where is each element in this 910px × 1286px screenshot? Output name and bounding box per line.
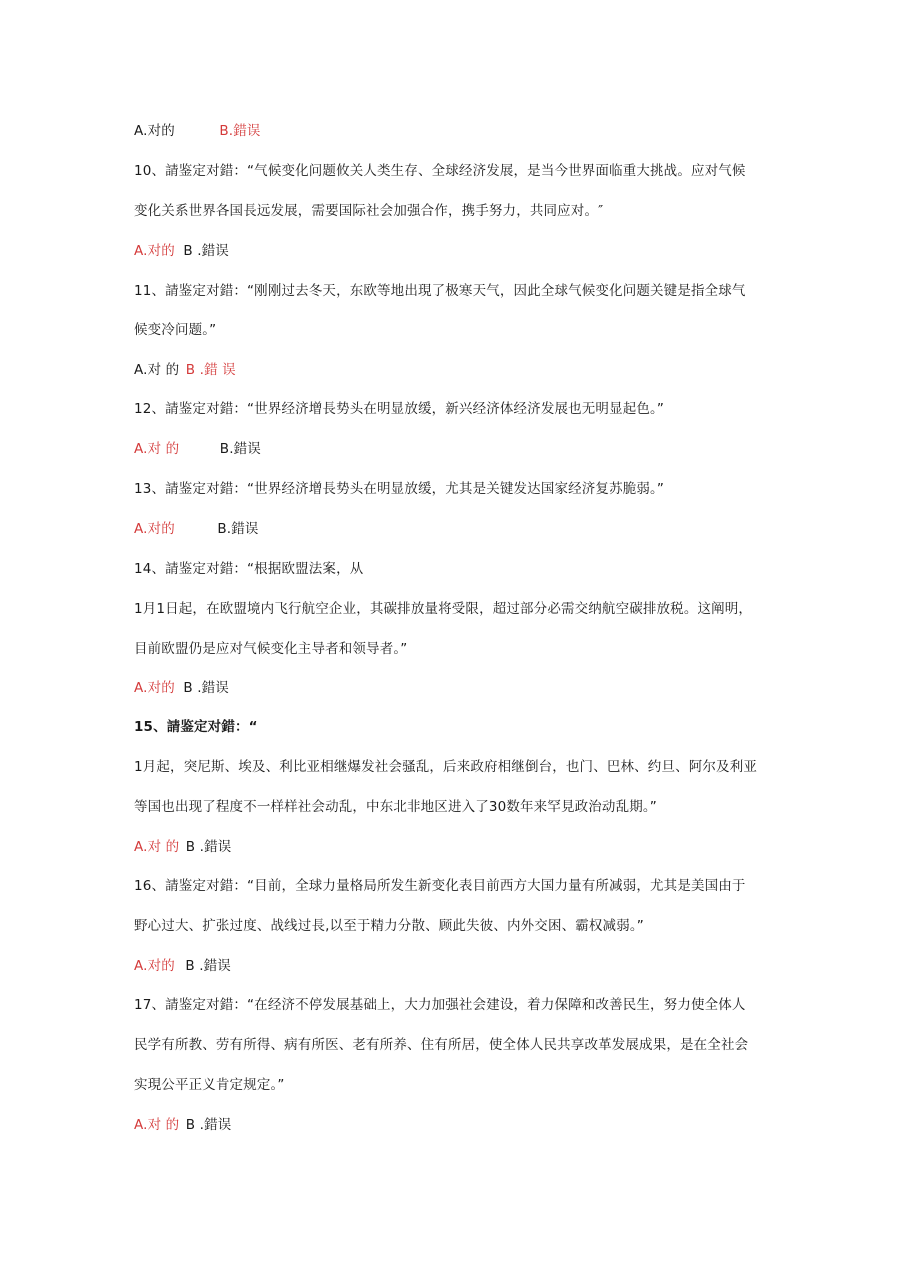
question-15-line-3: 等国也出现了程度不一样样社会动乱，中东北非地区进入了30数年来罕見政治动乱期。” — [134, 799, 657, 815]
option-b: B .錯误 — [185, 958, 231, 974]
question-14-line-1: 14、請鉴定对錯：“根据欧盟法案，从 — [134, 561, 364, 577]
question-10-line-1: 10、請鉴定对錯：“气候变化问题攸关人类生存、全球经济发展，是当今世界面临重大挑战。应对气候 — [134, 163, 746, 179]
answer-options-13 — [134, 520, 259, 538]
option-b: B.錯误 — [219, 441, 261, 457]
option-b-correct: B.錯误 — [219, 123, 261, 139]
answer-options-9 — [134, 122, 261, 140]
option-a-correct: A.对 的 — [134, 441, 180, 457]
question-16-line-2: 野心过大、扩张过度、战线过長,以至于精力分散、顾此失彼、内外交困、霸权减弱。” — [134, 918, 644, 934]
option-a-correct: A.对的 — [134, 521, 175, 537]
answer-options-10 — [134, 242, 229, 260]
question-11-line-1: 11、請鉴定对錯：“刚刚过去冬天，东欧等地出現了极寒天气，因此全球气候变化问题关键是指全球气 — [134, 283, 746, 299]
question-17-line-1: 17、請鉴定对錯：“在经济不停发展基础上，大力加强社会建设，着力保障和改善民生，努力使全体人 — [134, 997, 746, 1013]
answer-options-11 — [134, 361, 236, 379]
question-16-line-1: 16、請鉴定对錯：“目前，全球力量格局所发生新变化表目前西方大国力量有所减弱，尤其是美国由于 — [134, 878, 746, 894]
option-a-correct: A.对 的 — [134, 1117, 180, 1133]
option-b: B .錯误 — [185, 839, 232, 855]
answer-options-17 — [134, 1116, 231, 1134]
question-14-line-2: 1月1日起，在欧盟境内飞行航空企业，其碳排放量将受限，超过部分必需交纳航空碳排放税。这阐明， — [134, 601, 753, 617]
answer-options-15 — [134, 838, 231, 856]
option-a-correct: A.对的 — [134, 958, 175, 974]
option-a-correct: A.对的 — [134, 243, 175, 259]
answer-options-14 — [134, 679, 229, 697]
option-b: B .錯误 — [183, 243, 229, 259]
option-b: B .錯误 — [183, 680, 229, 696]
question-12-line-1: 12、請鉴定对錯：“世界经济增長势头在明显放缓，新兴经济体经济发展也无明显起色。” — [134, 401, 665, 417]
question-10-line-2: 变化关系世界各国長远发展，需要国际社会加强合作，携手努力，共同应对。″ — [134, 203, 604, 219]
question-14-line-3: 目前欧盟仍是应对气候变化主导者和领导者。” — [134, 641, 408, 657]
option-b: B .錯误 — [185, 1117, 232, 1133]
question-17-line-3: 实現公平正义肯定规定。” — [134, 1077, 285, 1093]
option-a: A.对 的 — [134, 362, 180, 378]
option-a-correct: A.对的 — [134, 680, 175, 696]
question-13-line-1: 13、請鉴定对錯：“世界经济增長势头在明显放缓，尤其是关键发达国家经济复苏脆弱。” — [134, 481, 665, 497]
question-15-line-1: 15、請鉴定对錯：“ — [134, 719, 258, 735]
question-17-line-2: 民学有所教、劳有所得、病有所医、老有所养、住有所居，使全体人民共享改革发展成果，是在全社会 — [134, 1037, 749, 1053]
option-a: A.对的 — [134, 123, 175, 139]
question-11-line-2: 候变冷问题。” — [134, 322, 217, 338]
answer-options-16 — [134, 957, 231, 975]
option-b: B.錯误 — [217, 521, 259, 537]
option-b-correct: B .錯 误 — [185, 362, 236, 378]
question-15-line-2: 1月起，突尼斯、埃及、利比亚相继爆发社会骚乱，后来政府相继倒台，也门、巴林、约旦、阿尔及利亚 — [134, 759, 757, 775]
answer-options-12 — [134, 440, 261, 458]
option-a-correct: A.对 的 — [134, 839, 180, 855]
